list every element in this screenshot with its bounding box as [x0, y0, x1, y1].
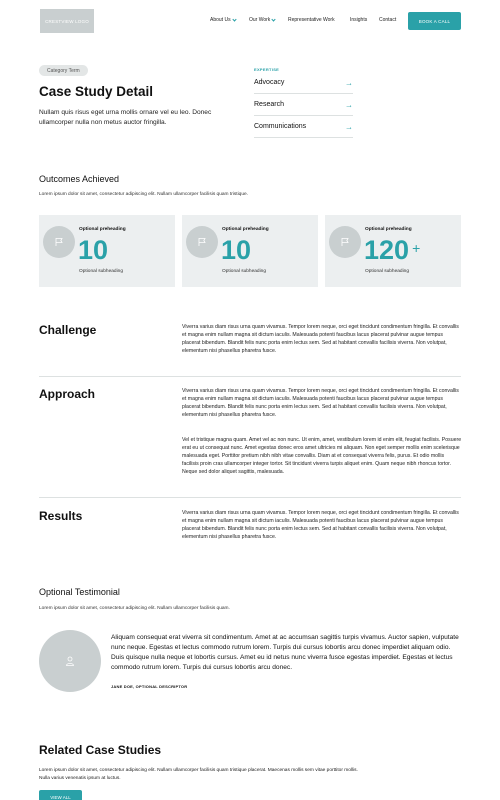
- chevron-down-icon: [272, 17, 276, 21]
- expertise-item-advocacy[interactable]: [254, 72, 353, 94]
- stat-value: 120 +: [364, 235, 421, 265]
- nav-item-about-us[interactable]: [210, 17, 236, 23]
- testimonial-title: Optional Testimonial: [39, 587, 120, 597]
- arrow-right-icon: →: [345, 78, 353, 87]
- stat-value: 10: [78, 235, 109, 265]
- arrow-right-icon: →: [345, 122, 353, 131]
- site-header: [0, 0, 500, 44]
- challenge-text: Viverra varius diam risus urna quam vivamus. Tempor lorem neque, orci eget tincidunt condimentum fringilla. Et convallis et magna enim nullam magna sit dictum iaculis. Malesuada potenti faucibus lacus placerat pulvinar augue tempus placerat bibendum. Blandit felis nunc porta enim lectus sem. Sed at habitant convallis facilisis viverra. Non volutpat, elementum nisi phasellus pharetra fusce.: [182, 324, 459, 355]
- stat-value: 10: [221, 235, 252, 265]
- stat-card: [39, 215, 175, 287]
- expertise-label: EXPERTISE: [254, 67, 280, 72]
- stat-card: [182, 215, 318, 287]
- book-a-call-button[interactable]: BOOK A CALL: [408, 12, 461, 30]
- stat-subheading: Optional subheading: [79, 269, 124, 274]
- nav-label: Representative Work: [288, 17, 335, 23]
- approach-text: Viverra varius diam risus urna quam vivamus. Tempor lorem neque, orci eget tincidunt condimentum fringilla. Et convallis et magna enim nullam magna sit dictum iaculis. Malesuada potenti faucibus lacus placerat pulvinar augue tempus placerat bibendum. Blandit felis nunc porta enim lectus sem. Sed at habitant convallis facilisis viverra. Non volutpat, elementum nisi phasellus pharetra fusce.: [182, 388, 459, 419]
- nav-label: Insights: [350, 17, 368, 23]
- challenge-title: Challenge: [39, 323, 97, 337]
- chevron-down-icon: [232, 17, 236, 21]
- site-logo[interactable]: CRESTVIEW LOGO: [40, 9, 94, 33]
- outcomes-description: Lorem ipsum dolor sit amet, consectetur adipiscing elit. Nullam ullamcorper facilisis quam tristique.: [39, 192, 249, 197]
- approach-text-2: Vel et tristique magna quam. Amet vel ac non nunc. Ut enim, amet, vestibulum lorem id enim elit, feugiat facilisis. Posuere erat eu ut consequat nunc. Amet egestas donec eros amet ultricies mi aliquam. Non eget semper mollis enim scelerisque malesuada eget. Porttitor pretium nibh nibh vitae convallis. Diam at et consequat viverra felis, purus. Et odio mollis facilisis proin cras ullamcorper integer tortor. Sit tincidunt viverra turpis aliquet enim. Quam neque nibh rhoncus tortor. Neque sed dolor aliquet sagittis, malesuada.: [182, 437, 462, 476]
- expertise-item-research[interactable]: [254, 94, 353, 116]
- nav-item-contact[interactable]: [379, 17, 396, 23]
- flag-icon: [329, 226, 361, 258]
- expertise-item-label: Advocacy: [254, 79, 285, 86]
- related-description: Lorem ipsum dolor sit amet, consectetur adipiscing elit. Nullam ullamcorper facilisis quam tristique placerat. Maecenas mollis sem vitae porttitor mollis. Nulla varius venenatis ipsum at luctus.: [39, 768, 358, 781]
- testimonial-quote: Aliquam consequat erat viverra sit condimentum. Amet at ac accumsan sagittis turpis vivamus. Auctor sapien, vulputate nunc neque. Egestas et lectus commodo rutrum lorem. Turpis dui cursus lobortis arcu donec imperdiet aliquam odio. Duis quisque nulla neque et lobortis cursus. Amet eu id netus nunc viverra fusce egestas imperdiet. Egestas et lectus commodo rutrum lorem. Turpis dui cursus lobortis arcu donec.: [111, 634, 459, 671]
- flag-icon: [43, 226, 75, 258]
- outcomes-title: Outcomes Achieved: [39, 174, 120, 184]
- nav-item-our-work[interactable]: [249, 17, 275, 23]
- view-all-button[interactable]: VIEW ALL: [39, 790, 82, 800]
- flag-icon: [186, 226, 218, 258]
- category-tag[interactable]: Category Term: [39, 65, 88, 76]
- expertise-item-communications[interactable]: [254, 116, 353, 138]
- section-divider: [39, 497, 461, 498]
- stat-subheading: Optional subheading: [365, 269, 410, 274]
- nav-item-representative-work[interactable]: [288, 17, 335, 23]
- results-text: Viverra varius diam risus urna quam vivamus. Tempor lorem neque, orci eget tincidunt condimentum fringilla. Et convallis et magna enim nullam magna sit dictum iaculis. Malesuada potenti faucibus lacus placerat pulvinar augue tempus placerat bibendum. Blandit felis nunc porta enim lectus sem. Sed at habitant convallis facilisis viverra. Non volutpat, elementum nisi phasellus pharetra fusce.: [182, 510, 459, 541]
- page-title: Case Study Detail: [39, 84, 154, 99]
- nav-item-insights[interactable]: [350, 17, 367, 23]
- stat-preheading: Optional preheading: [365, 227, 412, 232]
- nav-label: Contact: [379, 17, 397, 23]
- approach-title: Approach: [39, 387, 96, 401]
- avatar: [39, 630, 101, 692]
- related-title: Related Case Studies: [39, 743, 162, 757]
- stat-subheading: Optional subheading: [222, 269, 267, 274]
- expertise-item-label: Research: [254, 101, 284, 108]
- results-title: Results: [39, 509, 83, 523]
- expertise-item-label: Communications: [254, 123, 307, 130]
- testimonial-description: Lorem ipsum dolor sit amet, consectetur adipiscing elit. Nullam ullamcorper facilisis quam.: [39, 606, 230, 611]
- testimonial-attribution: JANE DOE, OPTIONAL DESCRIPTOR: [111, 684, 188, 689]
- person-icon: [64, 655, 76, 667]
- arrow-right-icon: →: [345, 100, 353, 109]
- page-intro: Nullam quis risus eget urna mollis ornare vel eu leo. Donec ullamcorper nulla non metus auctor fringilla.: [39, 109, 212, 126]
- stat-preheading: Optional preheading: [79, 227, 126, 232]
- stat-card: [325, 215, 461, 287]
- section-divider: [39, 376, 461, 377]
- nav-label: Our Work: [249, 17, 271, 23]
- nav-label: About Us: [210, 17, 231, 23]
- stat-preheading: Optional preheading: [222, 227, 269, 232]
